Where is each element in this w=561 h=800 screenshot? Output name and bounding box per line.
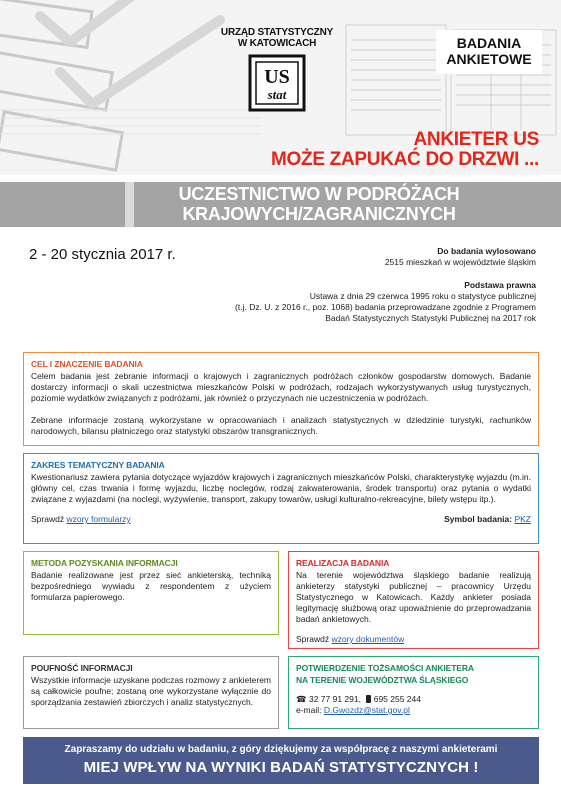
phone-icon: ☎ [296, 694, 307, 704]
interviewer-alert [271, 130, 539, 170]
badge-line1: BADANIA [456, 35, 522, 51]
email-label: e-mail: [296, 705, 322, 715]
survey-title-line1: UCZESTNICTWO W PODRÓŻACH [178, 184, 460, 204]
purpose-box [23, 352, 539, 446]
symbol-label: Symbol badania: [444, 514, 513, 524]
method-text: Badanie realizowane jest przez sieć ankieterską, techniką bezpośredniego wywiadu z respondentem z użyciem formularza papierowego. [31, 570, 271, 602]
forms-check-label: Sprawdź [31, 514, 65, 524]
purpose-paragraph-2: Zebrane informacje zostaną wykorzystane w opracowaniach i analizach statystycznych w dziedzinie turystyki, rachunków narodowych, bilansu płatniczego oraz statystyki obszarów transgranicznych. [31, 415, 531, 436]
mobile-icon [366, 695, 371, 703]
privacy-text: Wszystkie informacje uzyskane podczas rozmowy z ankieterem są całkowicie poufne; zostaną one wykorzystane wyłącznie do sporządzania zestawień zbiorczych i analiz statystycznych. [31, 675, 271, 707]
documents-check [296, 634, 531, 645]
verify-email-row [296, 705, 531, 716]
footer-banner [23, 737, 539, 784]
survey-title-banner [0, 182, 561, 227]
banner-stripe [125, 182, 134, 227]
sample-text: 2515 mieszkań w województwie śląskim [384, 257, 536, 267]
legal-line3: Badań Statystycznych Statystyki Publicznej na 2017 rok [325, 313, 536, 323]
execution-box [288, 551, 539, 649]
verify-title-line1: POTWIERDZENIE TOŻSAMOŚCI ANKIETERA [296, 663, 474, 673]
survey-title [134, 184, 504, 224]
footer-invitation: Zapraszamy do udziału w badaniu, z góry dziękujemy za współpracę z naszymi ankieterami [64, 744, 498, 755]
symbol-link[interactable]: PKZ [514, 514, 531, 524]
survey-meta [176, 246, 536, 324]
legal-line2: (t.j. Dz. U. z 2016 r., poz. 1068) badania przeprowadzane zgodnie z Programem [235, 302, 536, 312]
sample-heading: Do badania wylosowano [437, 246, 536, 256]
org-name-line2: W KATOWICACH [237, 38, 317, 49]
privacy-title: POUFNOŚĆ INFORMACJI [31, 663, 133, 673]
purpose-paragraph-1: Celem badania jest zebranie informacji o krajowych i zagranicznych podróżach członków gospodarstw domowych. Badanie dostarczy informacji o skali uczestnictwa mieszkańców Polski w podróżach, rodzajach wykorzystywanych usług turystycznych, poziomie wydatków związanych z podróżami, jak również o przyczynach nie uczestniczenia w podróżach. [31, 371, 531, 403]
verify-box [288, 656, 539, 729]
us-stat-logo [247, 53, 307, 113]
legal-line1: Ustawa z dnia 29 czerwca 1995 roku o statystyce publicznej [309, 291, 536, 301]
scope-box [23, 453, 539, 544]
verify-contacts [296, 694, 531, 705]
survey-symbol [444, 514, 531, 525]
survey-type-badge [436, 30, 542, 74]
alert-line2: MOŻE ZAPUKAĆ DO DRZWI ... [271, 149, 539, 170]
survey-title-line2: KRAJOWYCH/ZAGRANICZNYCH [182, 204, 456, 224]
phone-number: 32 77 91 291, [308, 694, 361, 704]
org-name-line1: URZĄD STATYSTYCZNY [220, 27, 334, 38]
forms-link[interactable]: wzory formularzy [66, 514, 131, 524]
execution-text: Na terenie województwa śląskiego badanie realizują ankieterzy statystyki publicznej – pracownicy Urzędu Statystycznego w Katowicach. Każdy ankieter posiada legitymację służbową oraz upoważnienie do przeprowadzania badań ankietowych. [296, 570, 531, 624]
privacy-box [23, 656, 279, 729]
header [0, 0, 561, 175]
org-logo-block [213, 27, 341, 118]
method-title: METODA POZYSKANIA INFORMACJI [31, 558, 178, 568]
scope-title: ZAKRES TEMATYCZNY BADANIA [31, 460, 165, 470]
footer-slogan: MIEJ WPŁYW NA WYNIKI BADAŃ STATYSTYCZNYCH ! [83, 759, 479, 776]
verify-title-line2: NA TERENIE WOJEWÓDZTWA ŚLĄSKIEGO [296, 675, 469, 685]
scope-footer-row [31, 514, 531, 525]
badge-line2: ANKIETOWE [446, 51, 532, 67]
mobile-number: 695 255 244 [373, 694, 421, 704]
svg-text:stat: stat [267, 87, 287, 102]
method-box [23, 551, 279, 635]
svg-text:US: US [264, 66, 290, 88]
scope-text: Kwestionariusz zawiera pytania dotyczące wyjazdów krajowych i zagranicznych mieszkańców Polski, charakterystykę wyjazdu (m.in. główny cel, czas trwania i formę wyjazdu, liczbę noclegów, rodzaj zakwaterowania, środek transportu) oraz pytania o wydatki związane z wyjazdami (na noclegi, wyżywienie, transport, zakupy towarów, usługi kulturalno-rekreacyjne, bilety wstępu itp.). [31, 472, 531, 504]
execution-title: REALIZACJA BADANIA [296, 558, 390, 568]
alert-line1: ANKIETER US [413, 129, 539, 150]
purpose-title: CEL I ZNACZENIE BADANIA [31, 359, 143, 369]
documents-check-label: Sprawdź [296, 634, 330, 644]
legal-heading: Podstawa prawna [464, 280, 536, 290]
email-link[interactable]: D.Gwozdz@stat.gov.pl [323, 705, 410, 715]
documents-link[interactable]: wzory dokumentów [331, 634, 405, 644]
forms-check [31, 514, 131, 525]
survey-dates: 2 - 20 stycznia 2017 r. [29, 246, 176, 263]
